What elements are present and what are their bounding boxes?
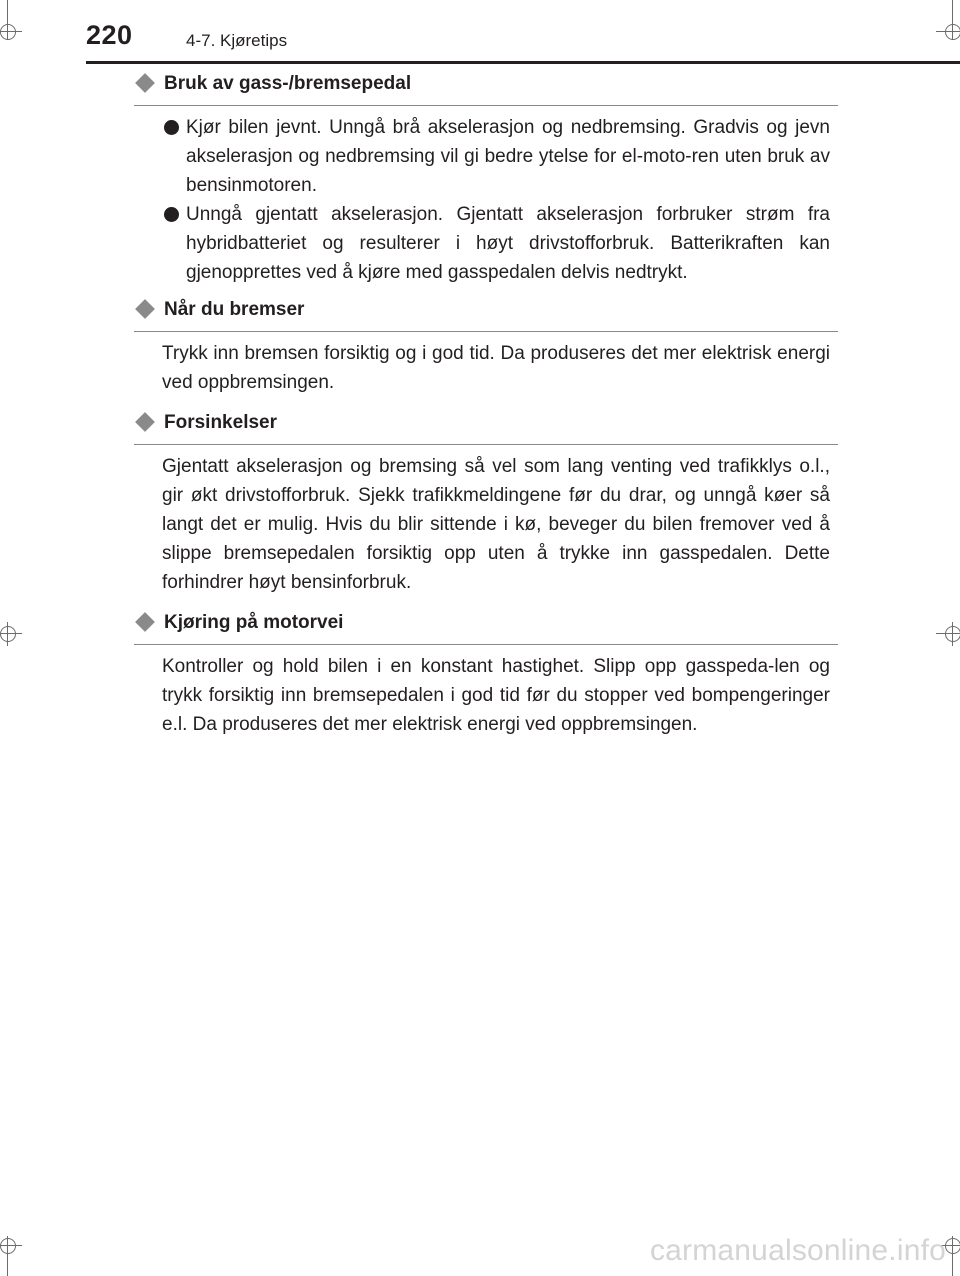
section-body: Trykk inn bremsen forsiktig og i god tid. Da produseres det mer elektrisk energi ved oppbremsingen.: [162, 343, 830, 393]
section-title: Forsinkelser: [164, 412, 277, 433]
list-item: [134, 200, 830, 287]
watermark: carmanualsonline.info: [649, 1234, 946, 1267]
section-title: Bruk av gass-/bremsepedal: [164, 73, 412, 94]
section-body: Gjentatt akselerasjon og bremsing så vel som lang venting ved trafikklys o.l., gir økt drivstofforbruk. Sjekk trafikkmeldingene før du drar, og unngå køer så langt det er mulig. Hvis du blir sittende i kø, beveger du bilen fremover ved å slippe bremsepedalen forsiktig opp uten å trykke inn gasspedalen. Dette forhindrer høyt bensinforbruk.: [162, 456, 830, 593]
section-heading: [134, 298, 838, 332]
list-item: [134, 113, 830, 200]
page-number: 220: [86, 20, 133, 50]
list-item-text: Unngå gjentatt akselerasjon. Gjentatt akselerasjon forbruker strøm fra hybridbatteriet og resulterer i høyt drivstofforbruk. Batterikraften kan gjenopprettes ved å kjøre med gasspedalen delvis nedtrykt.: [186, 204, 830, 283]
diamond-bullet-icon: [135, 612, 155, 632]
diamond-bullet-icon: [135, 412, 155, 432]
section-rule: [134, 105, 838, 106]
section-heading: [134, 72, 838, 106]
section-rule: [134, 644, 838, 645]
section-delays: [134, 411, 838, 597]
chapter-title: 4-7. Kjøretips: [186, 31, 288, 50]
header-rule: [86, 61, 960, 64]
section-gas-brake-pedal: [134, 72, 838, 287]
section-rule: [134, 444, 838, 445]
section-heading: [134, 611, 838, 645]
section-body: Kontroller og hold bilen i en konstant hastighet. Slipp opp gasspeda-len og trykk forsiktig inn bremsepedalen i god tid før du stopper ved bompengeringer e.l. Da produseres det mer elektrisk energi ved oppbremsingen.: [162, 656, 830, 735]
section-title: Når du bremser: [164, 299, 305, 320]
section-rule: [134, 331, 838, 332]
section-braking: [134, 298, 838, 397]
page-header: [0, 0, 960, 62]
diamond-bullet-icon: [135, 299, 155, 319]
diamond-bullet-icon: [135, 73, 155, 93]
list-item-text: Kjør bilen jevnt. Unngå brå akselerasjon og nedbremsing. Gradvis og jevn akselerasjon og nedbremsing vil gi bedre ytelse for el-moto-ren uten bruk av bensinmotoren.: [186, 117, 830, 196]
section-highway: [134, 611, 838, 739]
bullet-dot-icon: [164, 120, 179, 135]
bullet-dot-icon: [164, 207, 179, 222]
section-title: Kjøring på motorvei: [164, 612, 344, 633]
section-heading: [134, 411, 838, 445]
